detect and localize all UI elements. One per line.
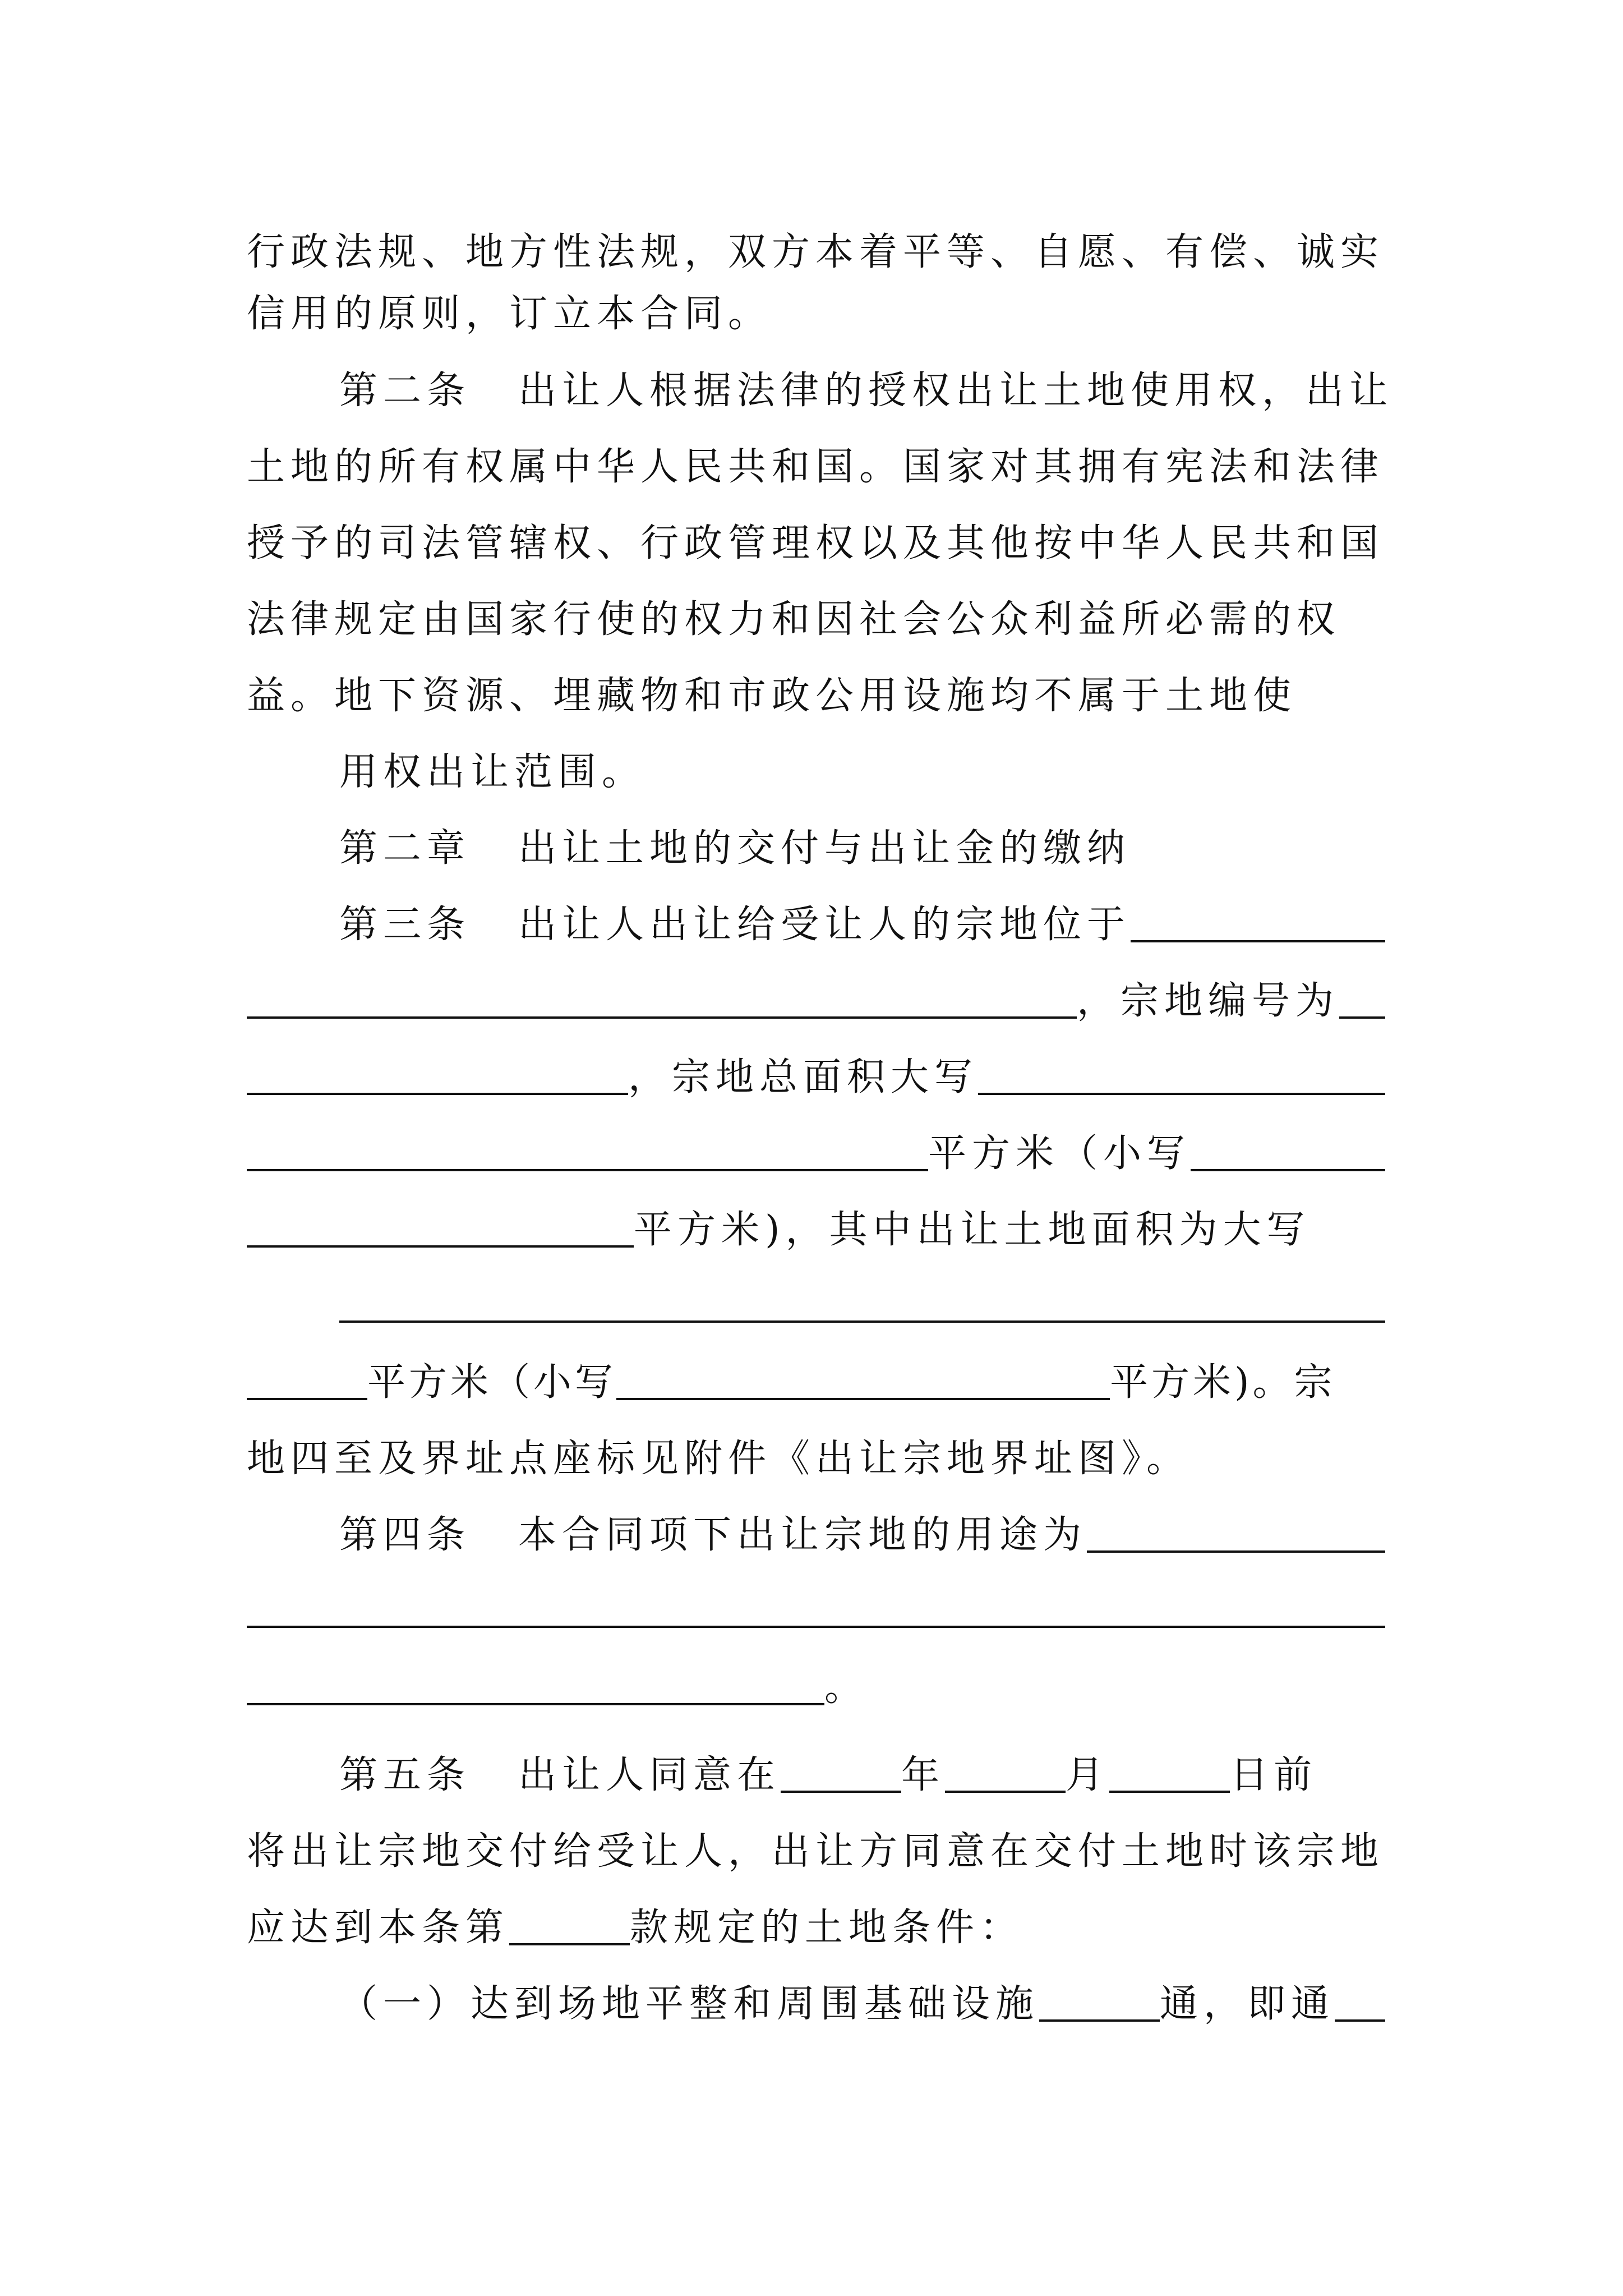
article-number: 第四条	[339, 1513, 471, 1557]
parcel-number-blank	[1339, 979, 1385, 1019]
chapter-title: 出让土地的交付与出让金的缴纳	[518, 826, 1131, 871]
paragraph-line	[339, 742, 1385, 803]
article-3-line	[339, 1276, 1385, 1337]
total-area-uppercase-blank	[247, 1132, 928, 1171]
paragraph-line	[247, 665, 1385, 727]
day-label: 日前	[1230, 1753, 1318, 1797]
month-blank	[945, 1754, 1066, 1793]
chapter-number: 第二章	[339, 826, 471, 871]
paragraph-line	[247, 1428, 1385, 1490]
chapter-2-heading-line	[339, 818, 1385, 880]
land-use-blank	[247, 1581, 1385, 1628]
text-line: 将出让宗地交付给受让人，出让方同意在交付土地时该宗地	[247, 1829, 1385, 1874]
article-5-line	[247, 1897, 1385, 1959]
text-line: 授予的司法管辖权、行政管理权以及其他按中华人民共和国	[247, 521, 1385, 565]
text-fragment: 应达到本条第	[247, 1906, 510, 1950]
paragraph-line	[247, 436, 1385, 498]
paragraph-line	[247, 513, 1385, 574]
article-3-line	[247, 1123, 1385, 1185]
year-label: 年	[901, 1753, 946, 1797]
text-line: 地四至及界址点座标见附件《出让宗地界址图》。	[247, 1437, 1191, 1481]
infrastructure-count-blank	[1039, 1982, 1160, 2022]
text-line: 行政法规、地方性法规，双方本着平等、自愿、有偿、诚实	[247, 230, 1385, 274]
article-text: 出让人同意在	[518, 1753, 781, 1797]
text-fragment: ，宗地编号为	[1077, 979, 1340, 1023]
transfer-area-uppercase-blank	[247, 1361, 367, 1400]
item-text: （一）达到场地平整和周围基础设施	[339, 1982, 1040, 2026]
clause-number-blank	[509, 1906, 630, 1945]
article-5-item-1-line	[339, 1973, 1385, 2035]
land-use-blank	[1087, 1513, 1385, 1553]
article-text: 出让人根据法律的授权出让土地使用权，出让	[518, 369, 1394, 413]
total-area-lowercase-blank	[247, 1208, 634, 1248]
parcel-location-blank	[247, 979, 1077, 1019]
total-area-uppercase-blank	[978, 1056, 1385, 1095]
article-5-line	[339, 1745, 1385, 1806]
paragraph-line	[247, 589, 1385, 651]
text-fragment: 平方米（小写	[367, 1360, 617, 1405]
article-text: 出让人出让给受让人的宗地位于	[518, 903, 1131, 947]
total-area-lowercase-blank	[1191, 1132, 1385, 1171]
text-line: 益。地下资源、埋藏物和市政公用设施均不属于土地使	[247, 674, 1297, 718]
article-3-line	[339, 894, 1385, 956]
article-number: 第二条	[339, 369, 471, 413]
article-number: 第五条	[339, 1753, 471, 1797]
text-fragment: ，宗地总面积大写	[628, 1055, 979, 1099]
text-fragment: 平方米（小写	[928, 1131, 1191, 1176]
land-use-blank	[247, 1666, 824, 1705]
parcel-location-blank	[1131, 903, 1385, 942]
article-4-line	[339, 1504, 1385, 1566]
text-fragment: 平方米)。宗	[1110, 1360, 1336, 1405]
paragraph-line	[247, 222, 1385, 283]
article-4-line	[247, 1581, 1385, 1642]
article-2-heading-line	[339, 360, 1394, 422]
article-number: 第三条	[339, 903, 471, 947]
item-text: 通，即通	[1160, 1982, 1335, 2026]
article-3-line	[247, 1352, 1385, 1414]
parcel-number-blank	[247, 1056, 628, 1095]
transfer-area-uppercase-blank	[339, 1276, 1385, 1323]
day-blank	[1109, 1754, 1230, 1793]
text-line: 土地的所有权属中华人民共和国。国家对其拥有宪法和法律	[247, 445, 1385, 489]
text-fragment: 。	[824, 1665, 869, 1710]
text-fragment: 款规定的土地条件：	[630, 1906, 1024, 1950]
month-label: 月	[1066, 1753, 1110, 1797]
text-line: 法律规定由国家行使的权力和因社会公众利益所必需的权	[247, 597, 1341, 642]
text-fragment: 平方米)，其中出让土地面积为大写	[634, 1208, 1311, 1252]
text-line: 用权出让范围。	[339, 750, 646, 794]
article-4-line	[247, 1657, 1385, 1719]
paragraph-line	[247, 1821, 1385, 1883]
article-3-line	[247, 1199, 1385, 1261]
infrastructure-detail-blank	[1335, 1982, 1385, 2022]
transfer-area-lowercase-blank	[616, 1361, 1110, 1400]
article-3-line	[247, 1047, 1385, 1108]
paragraph-line	[247, 283, 1385, 345]
text-line: 信用的原则，订立本合同。	[247, 292, 772, 336]
year-blank	[781, 1754, 901, 1793]
article-text: 本合同项下出让宗地的用途为	[518, 1513, 1087, 1557]
article-3-line	[247, 970, 1385, 1032]
